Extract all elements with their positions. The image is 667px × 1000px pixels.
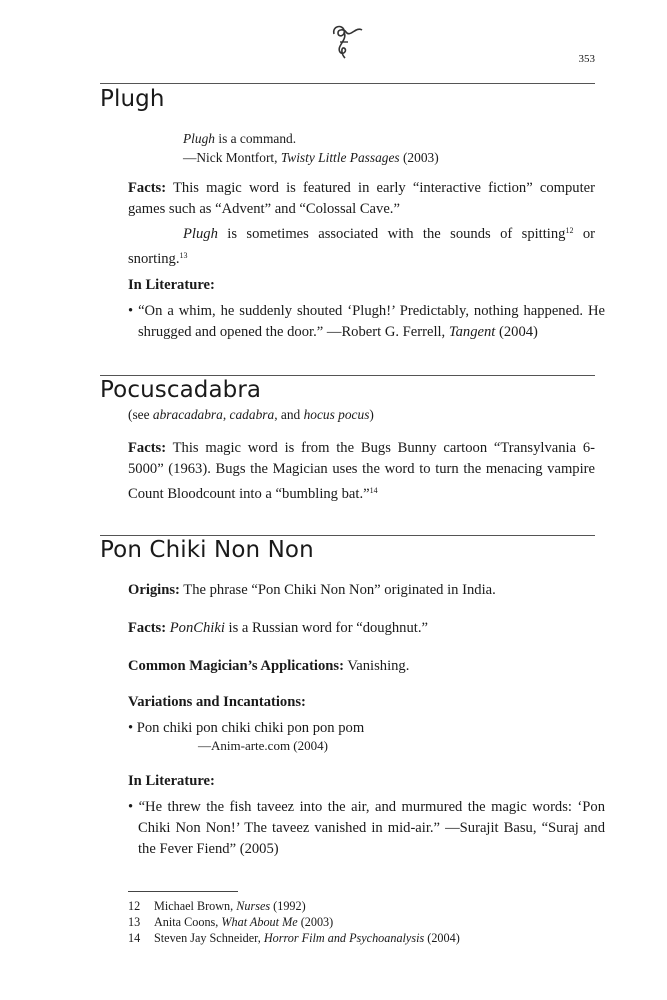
cross-reference <box>128 405 374 424</box>
epigraph <box>183 129 439 167</box>
footnote-ref: 13 <box>179 251 188 260</box>
footnote <box>128 930 460 946</box>
entry-title-pon-chiki-non-non: Pon Chiki Non Non <box>100 537 314 563</box>
literature-title: Tangent <box>448 324 496 340</box>
facts-text: is a Russian word for “doughnut.” <box>224 620 428 636</box>
variation-text: Pon chiki pon chiki chiki pon pon pom <box>136 720 365 736</box>
epigraph-source: —Nick Montfort, <box>183 150 281 165</box>
section-divider <box>100 535 595 536</box>
variation-item: • Pon chiki pon chiki chiki pon pon pom <box>128 720 365 736</box>
origins-label: Origins: <box>128 582 180 598</box>
applications-paragraph <box>128 656 595 677</box>
origins-text: The phrase “Pon Chiki Non Non” originated in India. <box>179 582 496 598</box>
footnote-ref: 12 <box>565 226 574 235</box>
facts-text: is sometimes associated with the sounds of spitting <box>217 226 566 242</box>
footnote-author: Michael Brown, <box>154 899 237 913</box>
footnote-ref: 14 <box>369 486 378 495</box>
epigraph-source-year: (2003) <box>399 150 439 165</box>
see-link-abracadabra: abracadabra <box>152 407 223 422</box>
subheading-variations: Variations and Incantations: <box>128 694 306 710</box>
see-sep: , and <box>274 407 304 422</box>
literature-quote: “On a whim, he suddenly shouted ‘Plugh!’ Predictably, nothing happened. He shrugged and opened the door.” —Robert G. Ferrell, <box>138 303 605 340</box>
facts-text: This magic word is featured in early “interactive fiction” computer games such as “Advent” and “Colossal Cave.” <box>128 180 595 217</box>
page-number: 353 <box>578 53 595 65</box>
footnote-year: (2003) <box>297 915 334 929</box>
footnote-title: Horror Film and Psychoanalysis <box>263 931 425 945</box>
applications-label: Common Magician’s Applications: <box>128 658 344 674</box>
facts-paragraph <box>128 438 595 505</box>
see-suffix: ) <box>369 407 374 422</box>
see-prefix: (see <box>128 407 153 422</box>
epigraph-text: is a command. <box>215 131 297 146</box>
literature-item: • “He threw the fish taveez into the air, and murmured the magic words: ‘Pon Chiki Non Non!’ The taveez vanished in mid-air.” —Surajit Basu, “Suraj and the Fever Fiend” (2005) <box>128 799 605 857</box>
section-divider <box>100 83 595 84</box>
facts-word: PonChiki <box>169 620 225 636</box>
facts-paragraph <box>128 178 595 220</box>
footnote-number: 13 <box>128 915 141 929</box>
literature-item: • “On a whim, he suddenly shouted ‘Plugh!’ Predictably, nothing happened. He shrugged and opened the door.” —Robert G. Ferrell, Tangent (2004) <box>128 303 605 340</box>
facts-text: or snorting. <box>128 226 595 267</box>
footnote-number: 14 <box>128 931 141 945</box>
footnote-number: 12 <box>128 899 141 913</box>
flourish-ornament-icon <box>326 20 366 62</box>
footnote-author: Steven Jay Schneider, <box>154 931 264 945</box>
subheading-in-literature: In Literature: <box>128 773 215 789</box>
footnote-year: (2004) <box>424 931 460 945</box>
entry-title-pocuscadabra: Pocuscadabra <box>100 377 262 403</box>
footnote-title: Nurses <box>236 899 271 913</box>
footnote-author: Anita Coons, <box>154 915 222 929</box>
applications-text: Vanishing. <box>343 658 410 674</box>
subheading-in-literature: In Literature: <box>128 277 215 293</box>
footnote <box>128 898 306 914</box>
footnote-year: (1992) <box>270 899 306 913</box>
facts-text: This magic word is from the Bugs Bunny cartoon “Transylvania 6-5000” (1963). Bugs the Magician uses the word to turn the menacing vampire Count Bloodcount into a “bumbling bat.” <box>128 440 595 502</box>
see-link-cadabra: cadabra <box>229 407 275 422</box>
epigraph-source-title: Twisty Little Passages <box>280 150 400 165</box>
origins-paragraph <box>128 580 595 601</box>
footnote-title: What About Me <box>221 915 298 929</box>
entry-title-plugh: Plugh <box>100 86 165 112</box>
see-sep: , <box>222 407 230 422</box>
facts-label: Facts: <box>128 440 167 456</box>
see-link-hocus-pocus: hocus pocus <box>303 407 370 422</box>
literature-year: (2004) <box>495 324 538 340</box>
facts-label: Facts: <box>128 620 167 636</box>
footnote <box>128 914 333 930</box>
facts-label: Facts: <box>128 180 167 196</box>
footnote-divider <box>128 891 238 892</box>
facts-word: Plugh <box>183 226 218 242</box>
epigraph-word: Plugh <box>183 131 215 146</box>
literature-quote: “He threw the fish taveez into the air, and murmured the magic words: ‘Pon Chiki Non Non!’ The taveez vanished in mid-air.” —Surajit Basu, “Suraj and the Fever Fiend” (2005) <box>138 799 605 857</box>
variation-source: —Anim-arte.com (2004) <box>198 738 328 753</box>
facts-paragraph-2 <box>128 220 595 270</box>
section-divider <box>100 375 595 376</box>
facts-paragraph <box>128 618 595 639</box>
